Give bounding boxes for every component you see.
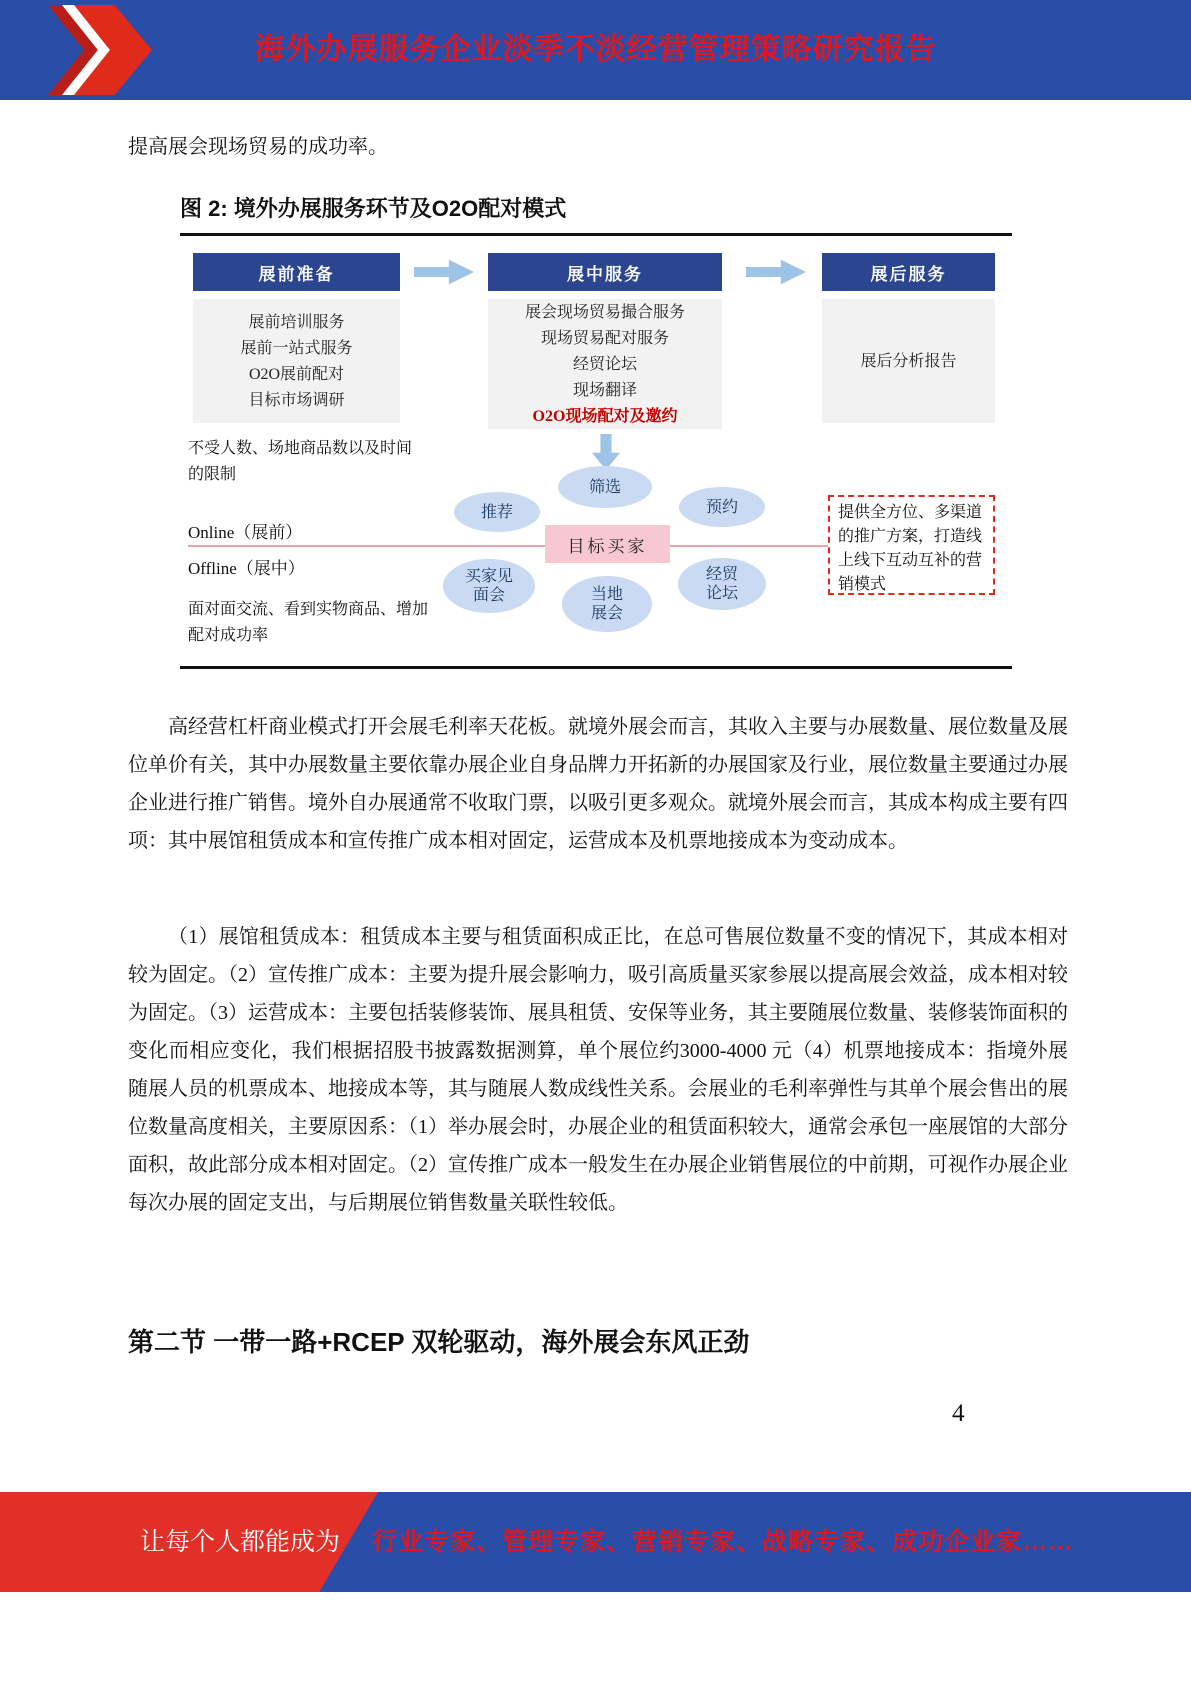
figure-2 (180, 192, 1012, 669)
bubble-local-expo (562, 576, 652, 632)
bubble-label: 经贸论坛 (705, 566, 738, 602)
bubble-trade-forum (678, 558, 766, 610)
stage-header-during-show: 展中服务 (488, 253, 722, 291)
page-footer (0, 1492, 1191, 1592)
page-number: 4 (952, 1400, 965, 1427)
stage-item: 现场翻译 (572, 381, 637, 399)
report-title: 海外办展服务企业淡季不淡经营管理策略研究报告 (254, 33, 937, 66)
bubble-screening (558, 466, 652, 508)
bubble-recommend (454, 492, 540, 532)
flow-arrow-1-icon (414, 258, 474, 286)
bubble-appointment (679, 487, 765, 527)
stage-item: 展会现场贸易撮合服务 (524, 303, 685, 321)
stage-item: O2O展前配对 (248, 365, 345, 383)
flow-arrow-2-icon (746, 258, 806, 286)
offline-note: 面对面交流、看到实物商品、增加配对成功率 (188, 601, 429, 644)
online-offline-divider (188, 545, 833, 547)
footer-left-text: 让每个人都能成为 (140, 1528, 341, 1556)
stage-box-during-show (488, 299, 722, 429)
stage-item: 经贸论坛 (572, 355, 637, 373)
intro-text: 提高展会现场贸易的成功率。 (128, 136, 388, 158)
online-label: Online（展前） (188, 523, 303, 542)
stage-item: 展前一站式服务 (240, 339, 353, 357)
target-buyer-box: 目标买家 (545, 525, 670, 563)
stage-box-pre-show (193, 299, 400, 423)
bubble-buyer-meeting (443, 559, 535, 613)
stage-item: 展前培训服务 (248, 313, 345, 331)
stage-item-o2o-highlight: O2O现场配对及邀约 (532, 407, 678, 425)
stage-header-post-show: 展后服务 (822, 253, 995, 291)
stage-box-post-show (822, 299, 995, 423)
footer-right-text: 行业专家、管理专家、营销专家、战略专家、成功企业家…… (372, 1528, 1075, 1556)
section-heading: 第二节 一带一路+RCEP 双轮驱动，海外展会东风正劲 (128, 1327, 750, 1357)
offline-label: Offline（展中） (188, 559, 305, 578)
paragraph-1: 高经营杠杆商业模式打开会展毛利率天花板。就境外展会而言，其收入主要与办展数量、展位数量及展位单价有关，其中办展数量主要依靠办展企业自身品牌力开拓新的办展国家及行业，展位数量主要通过办展企业进行推广销售。境外自办展通常不收取门票，以吸引更多观众。就境外展会而言，其成本构成主要有四项：其中展馆租赁成本和宣传推广成本相对固定，运营成本及机票地接成本为变动成本。 (128, 716, 1068, 852)
o2o-diagram (180, 236, 1012, 666)
paragraph-2: （1）展馆租赁成本：租赁成本主要与租赁面积成正比，在总可售展位数量不变的情况下，其成本相对较为固定。（2）宣传推广成本：主要为提升展会影响力，吸引高质量买家参展以提高展会效益，成本相对较为固定。（3）运营成本：主要包括装修装饰、展具租赁、安保等业务，其主要随展位数量、装修装饰面积的变化而相应变化，我们根据招股书披露数据测算，单个展位约3000-4000 元（4）机票地接成本：指境外展随展人员的机票成本、地接成本等，其与随展人数成线性关系。会展业的毛利率弹性与其单个展会售出的展位数量高度相关，主要原因系：（1）举办展会时，办展企业的租赁面积较大，通常会承包一座展馆的大部分面积，故此部分成本相对固定。（2）宣传推广成本一般发生在办展企业销售展位的中前期，可视作办展企业每次办展的固定支出，与后期展位销售数量关联性较低。 (128, 926, 1068, 1214)
stage-item: 展后分析报告 (860, 352, 957, 370)
figure-bottom-rule (180, 666, 1012, 669)
bubble-label: 当地展会 (590, 586, 623, 622)
stage-header-pre-show: 展前准备 (193, 253, 400, 291)
down-arrow-icon (592, 434, 620, 470)
stage-item: 现场贸易配对服务 (540, 329, 669, 347)
bubble-label: 预约 (705, 498, 738, 516)
bubble-label: 买家见面会 (464, 568, 513, 604)
bubble-label: 筛选 (588, 478, 621, 496)
page-header (0, 0, 1191, 100)
online-note: 不受人数、场地商品数以及时间的限制 (188, 440, 413, 483)
stage-item: 目标市场调研 (248, 391, 345, 409)
bubble-label: 推荐 (480, 503, 513, 521)
figure-caption: 图 2: 境外办展服务环节及O2O配对模式 (180, 196, 567, 221)
marketing-side-note: 提供全方位、多渠道的推广方案，打造线上线下互动互补的营销模式 (828, 495, 995, 595)
